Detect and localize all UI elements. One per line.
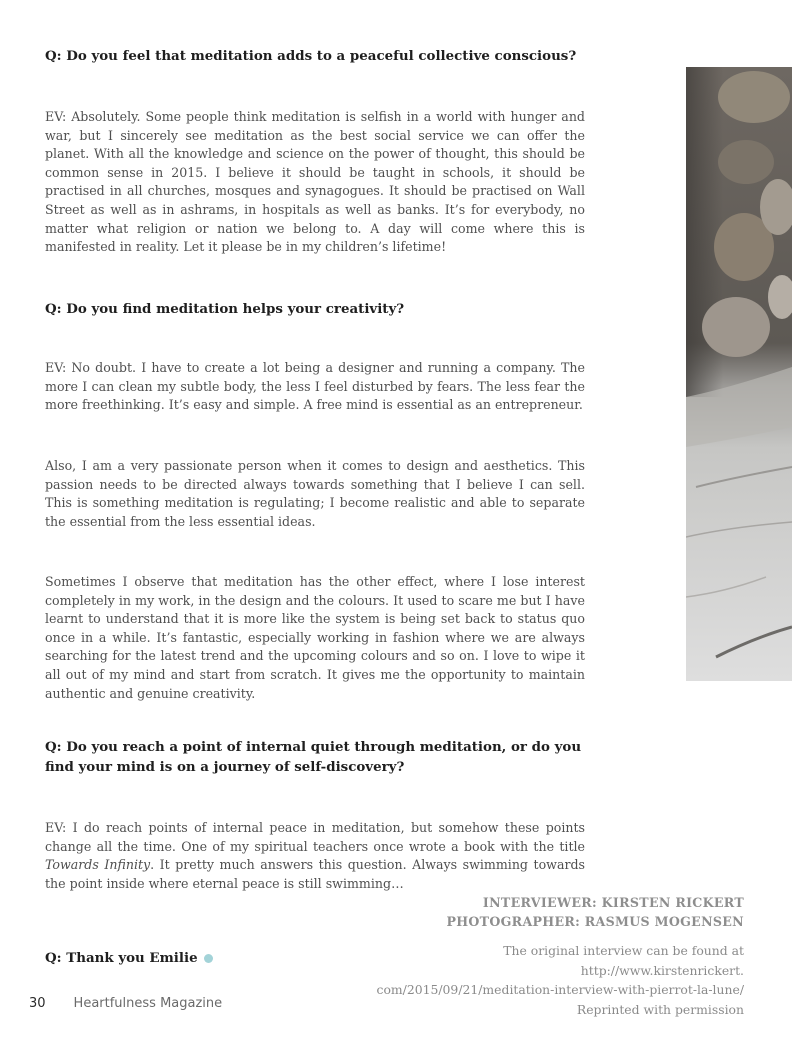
source-line-3: Reprinted with permission xyxy=(576,1001,744,1017)
source-line-1: The original interview can be found at http://www.kirstenrickert. xyxy=(503,943,744,978)
answer-4: Sometimes I observe that meditation has the other effect, where I lose interest completely in my work, in the design and the colours. It used to scare me but I have learnt to understand that it is more like the system is being set back to status quo once in a while. It’s fantastic, especially working in fashion where we are always searching for the latest trend and the upcoming colours and so on. I love to wipe it all out of my mind and start from scratch. It gives me the opportunity to maintain authentic and genuine creativity. xyxy=(45,574,585,701)
source-note xyxy=(344,941,744,1019)
answer-2: EV: No doubt. I have to create a lot being a designer and running a company. The more I can clean my subtle body, the less I feel disturbed by fears. The less fear the more freethinking. It’s easy and simple. A free mind is essential as an entrepreneur. xyxy=(45,360,585,413)
page-footer xyxy=(29,996,222,1011)
answer-1: EV: Absolutely. Some people think meditation is selfish in a world with hunger and war, but I sincerely see meditation as the best social service we can offer the planet. With all the knowledge and science on the power of thought, this should be common sense in 2015. I believe it should be taught in schools, it should be practised in all churches, mosques and synagogues. It should be practised on Wall Street as well as in ashrams, in hospitals as well as banks. It’s for everybody, no matter what religion or nation we belong to. A day will come where this is manifested in reality. Let it please be in my children’s lifetime! xyxy=(45,109,585,255)
page-number: 30 xyxy=(29,996,46,1011)
answer-5-text-end: . It pretty much answers this question. Always swimming towards the point inside where eternal peace is still swimming… xyxy=(45,857,585,891)
answer-3: Also, I am a very passionate person when it comes to design and aesthetics. This passion needs to be directed always towards something that I believe I can sell. This is something meditation is regulating; I become realistic and able to separate the essential from the less essential ideas. xyxy=(45,458,585,529)
book-title: Towards Infinity xyxy=(45,857,151,873)
stone-wall-image xyxy=(686,67,792,681)
photo-stone-wall xyxy=(686,67,792,681)
answer-5 xyxy=(45,819,585,893)
photographer-credit: PHOTOGRAPHER: RASMUS MOGENSEN xyxy=(446,914,744,929)
question-2: Q: Do you find meditation helps your creativity? xyxy=(45,301,405,317)
end-dot-icon xyxy=(204,954,213,963)
magazine-name: Heartfulness Magazine xyxy=(73,996,223,1011)
question-3: Q: Do you reach a point of internal quiet through meditation, or do you find your mind is on a journey of self-discovery? xyxy=(45,739,582,775)
question-1: Q: Do you feel that meditation adds to a peaceful collective conscious? xyxy=(45,48,577,64)
credits xyxy=(446,893,744,931)
closing-question-text: Q: Thank you Emilie xyxy=(45,950,198,966)
answer-5-text-start: EV: I do reach points of internal peace in meditation, but somehow these points change all the time. One of my spiritual teachers once wrote a book with the title xyxy=(45,820,585,854)
source-line-2: com/2015/09/21/meditation-interview-with-pierrot-la-lune/ xyxy=(376,982,744,997)
interviewer-credit: INTERVIEWER: KIRSTEN RICKERT xyxy=(482,895,744,910)
